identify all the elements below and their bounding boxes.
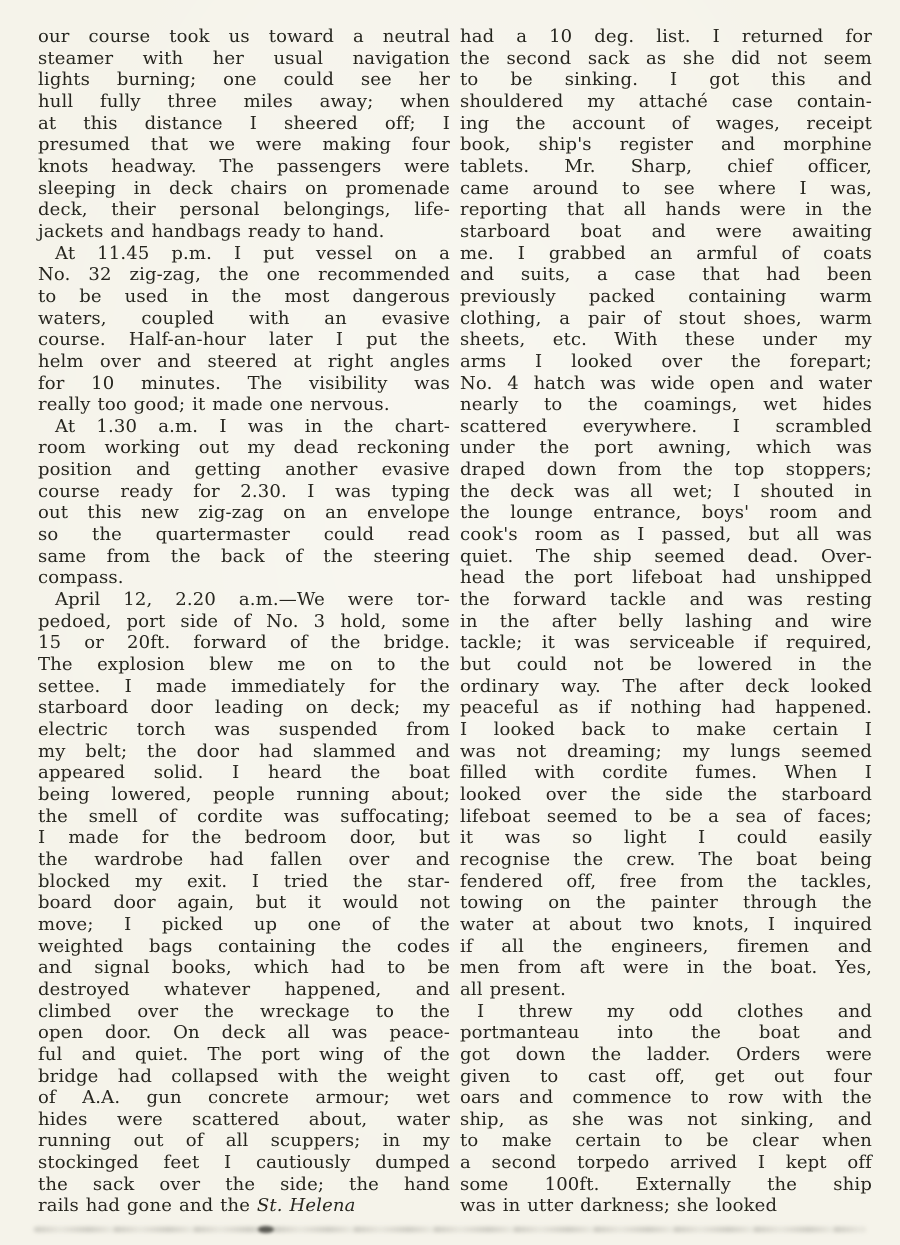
text-line: a second torpedo arrived I kept off bbox=[460, 1152, 872, 1174]
text-line: in the after belly lashing and wire bbox=[460, 610, 872, 632]
text-line: and signal books, which had to be bbox=[38, 957, 450, 979]
text-line: portmanteau into the boat and bbox=[460, 1022, 872, 1044]
text-line: jackets and handbags ready to hand. bbox=[38, 220, 385, 242]
text-line: the sack over the side; the hand bbox=[38, 1173, 450, 1195]
text-line: to be used in the most dangerous bbox=[38, 285, 450, 307]
text-line: cook's room as I passed, but all was bbox=[460, 524, 872, 546]
text-line: lights burning; one could see her bbox=[38, 69, 450, 91]
text-line: our course took us toward a neutral bbox=[38, 26, 450, 47]
text-line: ship, as she was not sinking, and bbox=[460, 1108, 872, 1130]
text-line: the forward tackle and was resting bbox=[460, 589, 872, 611]
text-line: rails had gone and the St. Helena bbox=[38, 1195, 356, 1217]
text-line: ful and quiet. The port wing of the bbox=[38, 1043, 450, 1065]
text-line: pedoed, port side of No. 3 hold, some bbox=[38, 610, 450, 632]
text-line: oars and commence to row with the bbox=[460, 1087, 872, 1109]
text-line: reporting that all hands were in the bbox=[460, 199, 872, 221]
text-line: me. I grabbed an armful of coats bbox=[460, 242, 872, 264]
text-line: previously packed containing warm bbox=[460, 285, 872, 307]
text-line: No. 4 hatch was wide open and water bbox=[460, 372, 872, 394]
text-line: given to cast off, get out four bbox=[460, 1065, 872, 1087]
text-column-right bbox=[460, 26, 872, 1217]
text-column-left bbox=[38, 26, 450, 1217]
text-line: book, ship's register and morphine bbox=[460, 134, 872, 156]
text-line: looked over the side the starboard bbox=[460, 783, 872, 805]
text-line: the wardrobe had fallen over and bbox=[38, 848, 450, 870]
text-line: lifeboat seemed to be a sea of faces; bbox=[460, 805, 872, 827]
text-line: ordinary way. The after deck looked bbox=[460, 675, 872, 697]
text-line: sleeping in deck chairs on promenade bbox=[38, 177, 450, 199]
text-line: compass. bbox=[38, 567, 124, 589]
text-line: running out of all scuppers; in my bbox=[38, 1130, 450, 1152]
text-line: water at about two knots, I inquired bbox=[460, 913, 872, 935]
text-line: if all the engineers, firemen and bbox=[460, 935, 872, 957]
text-line: of A.A. gun concrete armour; wet bbox=[38, 1087, 450, 1109]
text-line: tackle; it was serviceable if required, bbox=[460, 632, 872, 654]
text-line: room working out my dead reckoning bbox=[38, 437, 450, 459]
text-line: arms I looked over the forepart; bbox=[460, 350, 872, 372]
text-line: settee. I made immediately for the bbox=[38, 675, 450, 697]
text-line: was in utter darkness; she looked bbox=[460, 1195, 778, 1217]
text-line: at this distance I sheered off; I bbox=[38, 112, 450, 134]
text-line: under the port awning, which was bbox=[460, 437, 872, 459]
text-line: draped down from the top stoppers; bbox=[460, 459, 872, 481]
text-line: to be sinking. I got this and bbox=[460, 69, 872, 91]
text-line: had a 10 deg. list. I returned for bbox=[460, 26, 872, 47]
text-line: climbed over the wreckage to the bbox=[38, 1000, 450, 1022]
text-line: appeared solid. I heard the boat bbox=[38, 762, 450, 784]
text-line: to make certain to be clear when bbox=[460, 1130, 872, 1152]
text-line: I looked back to make certain I bbox=[460, 719, 872, 740]
text-line: presumed that we were making four bbox=[38, 134, 450, 156]
text-line: for 10 minutes. The visibility was bbox=[38, 372, 450, 394]
text-line: recognise the crew. The boat being bbox=[460, 848, 872, 870]
text-line: The explosion blew me on to the bbox=[38, 654, 450, 676]
text-line: nearly to the coamings, wet hides bbox=[460, 394, 872, 416]
text-line: course ready for 2.30. I was typing bbox=[38, 480, 450, 502]
text-line: board door again, but it would not bbox=[38, 892, 450, 914]
text-line: starboard door leading on deck; my bbox=[38, 697, 450, 719]
text-line: weighted bags containing the codes bbox=[38, 935, 450, 957]
text-line: open door. On deck all was peace- bbox=[38, 1022, 450, 1044]
text-line: bridge had collapsed with the weight bbox=[38, 1065, 450, 1087]
text-line: was not dreaming; my lungs seemed bbox=[460, 740, 872, 762]
text-line: tablets. Mr. Sharp, chief officer, bbox=[460, 155, 872, 177]
text-line: the deck was all wet; I shouted in bbox=[460, 480, 872, 502]
text-line: sheets, etc. With these under my bbox=[460, 329, 872, 351]
text-line: move; I picked up one of the bbox=[38, 913, 450, 935]
text-line: peaceful as if nothing had happened. bbox=[460, 697, 872, 719]
text-line: it was so light I could easily bbox=[460, 827, 872, 849]
text-line: hull fully three miles away; when bbox=[38, 90, 450, 112]
text-line: electric torch was suspended from bbox=[38, 719, 450, 740]
text-line: ing the account of wages, receipt bbox=[460, 112, 872, 134]
text-line: the second sack as she did not seem bbox=[460, 47, 872, 69]
text-line: helm over and steered at right angles bbox=[38, 350, 450, 372]
text-line: same from the back of the steering bbox=[38, 545, 450, 567]
text-line: At 1.30 a.m. I was in the chart- bbox=[55, 415, 450, 437]
text-line: really too good; it made one nervous. bbox=[38, 394, 390, 416]
text-line: head the port lifeboat had unshipped bbox=[460, 567, 872, 589]
text-line: out this new zig-zag on an envelope bbox=[38, 502, 450, 524]
text-line: got down the ladder. Orders were bbox=[460, 1043, 872, 1065]
text-line: shouldered my attaché case contain- bbox=[460, 90, 872, 112]
text-line: the smell of cordite was suffocating; bbox=[38, 805, 450, 827]
text-line: destroyed whatever happened, and bbox=[38, 978, 450, 1000]
text-line: so the quartermaster could read bbox=[38, 524, 450, 546]
text-line: position and getting another evasive bbox=[38, 459, 450, 481]
text-line: came around to see where I was, bbox=[460, 177, 872, 199]
text-line: 15 or 20ft. forward of the bridge. bbox=[38, 632, 450, 654]
text-line: course. Half-an-hour later I put the bbox=[38, 329, 450, 351]
text-line: April 12, 2.20 a.m.—We were tor- bbox=[55, 589, 450, 611]
text-line: deck, their personal belongings, life- bbox=[38, 199, 450, 221]
text-line: and suits, a case that had been bbox=[460, 264, 872, 286]
text-line: quiet. The ship seemed dead. Over- bbox=[460, 545, 872, 567]
text-line: hides were scattered about, water bbox=[38, 1108, 450, 1130]
text-line: knots headway. The passengers were bbox=[38, 155, 450, 177]
text-line: my belt; the door had slammed and bbox=[38, 740, 450, 762]
scan-artifact-band bbox=[34, 1227, 866, 1232]
text-line: men from aft were in the boat. Yes, bbox=[460, 957, 872, 979]
text-line: I made for the bedroom door, but bbox=[38, 827, 450, 849]
text-line: At 11.45 p.m. I put vessel on a bbox=[55, 242, 450, 264]
text-line: I threw my odd clothes and bbox=[477, 1000, 872, 1022]
text-line: filled with cordite fumes. When I bbox=[460, 762, 872, 784]
text-line: fendered off, free from the tackles, bbox=[460, 870, 872, 892]
text-line: clothing, a pair of stout shoes, warm bbox=[460, 307, 872, 329]
text-line: blocked my exit. I tried the star- bbox=[38, 870, 450, 892]
text-line: but could not be lowered in the bbox=[460, 654, 872, 676]
text-line: towing on the painter through the bbox=[460, 892, 872, 914]
text-line: steamer with her usual navigation bbox=[38, 47, 450, 69]
text-line: waters, coupled with an evasive bbox=[38, 307, 450, 329]
text-line: some 100ft. Externally the ship bbox=[460, 1173, 872, 1195]
scan-artifact-blob bbox=[258, 1226, 274, 1233]
text-line: all present. bbox=[460, 978, 566, 1000]
text-line: No. 32 zig-zag, the one recommended bbox=[38, 264, 450, 286]
text-line: stockinged feet I cautiously dumped bbox=[38, 1152, 450, 1174]
text-line: the lounge entrance, boys' room and bbox=[460, 502, 872, 524]
text-line: scattered everywhere. I scrambled bbox=[460, 415, 872, 437]
text-line: being lowered, people running about; bbox=[38, 783, 450, 805]
text-line: starboard boat and were awaiting bbox=[460, 220, 872, 242]
